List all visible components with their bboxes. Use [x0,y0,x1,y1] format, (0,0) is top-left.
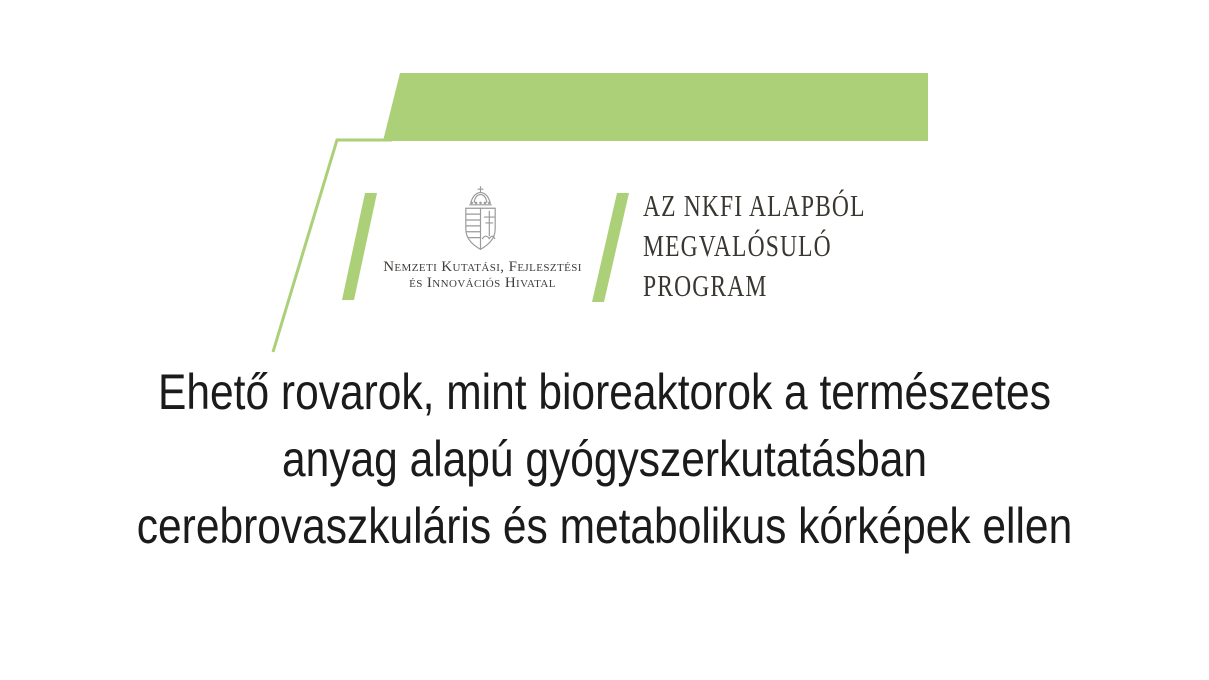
program-line1: AZ NKFI ALAPBÓL [643,188,866,223]
project-title [91,359,1119,560]
project-title-line1: Ehető rovarok, mint bioreaktorok a természetes [158,364,1051,420]
folder-outline [273,140,392,352]
program-wordmark [643,186,866,306]
office-name-line1: Nemzeti Kutatási, Fejlesztési [383,259,582,275]
project-title-line3: cerebrovaszkuláris és metabolikus kórképek ellen [136,498,1073,554]
program-line3: PROGRAM [643,268,768,303]
hungary-coat-of-arms-icon [457,185,504,255]
office-name-line2: és Innovációs Hivatal [409,275,556,291]
office-name [360,259,605,291]
program-line2: MEGVALÓSULÓ [643,228,832,263]
project-title-line2: anyag alapú gyógyszerkutatásban [281,431,928,487]
folder-banner-shape [383,73,928,141]
